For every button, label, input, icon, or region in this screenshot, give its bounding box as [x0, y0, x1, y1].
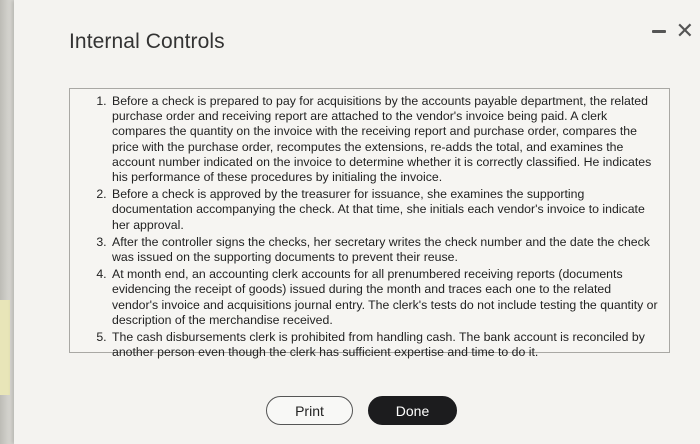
controls-content-box: [69, 88, 670, 360]
window-controls: [652, 20, 694, 42]
control-item-3: 3. After the controller signs the checks, her secretary writes the check number and the date the check was issued on the supporting documents to prevent their reuse.: [110, 235, 659, 265]
done-button[interactable]: Done: [368, 396, 457, 425]
internal-controls-dialog: [14, 0, 700, 444]
control-item-5: 5. The cash disbursements clerk is prohibited from handling cash. The bank account is reconciled by another person even though the clerk has sufficient expertise and time to do it.: [110, 330, 659, 360]
dialog-title: Internal Controls: [69, 30, 225, 53]
close-icon[interactable]: ✕: [675, 18, 694, 43]
control-item-1: 1. Before a check is prepared to pay for acquisitions by the accounts payable department, the related purchase order and receiving report are attached to the vendor's invoice being paid. A clerk compares the quantity on the invoice with the receiving report and purchase order, compares the price with the purchase order, recomputes the extensions, re-adds the total, and examines the account number indicated on the invoice to determine whether it is correctly classified. He indicates his performance of these procedures by initialing the invoice.: [110, 94, 659, 185]
controls-list: [70, 89, 669, 360]
print-button[interactable]: Print: [266, 396, 353, 425]
minimize-icon[interactable]: [652, 30, 666, 33]
side-tab: [0, 300, 10, 395]
control-item-2: 2. Before a check is approved by the treasurer for issuance, she examines the supporting documentation accompanying the check. At that time, she initials each vendor's invoice to indicate her approval.: [110, 187, 659, 233]
control-item-4: 4. At month end, an accounting clerk accounts for all prenumbered receiving reports (documents evidencing the receipt of goods) issued during the month and traces each one to the related vendor's invoice and acquisitions journal entry. The clerk's tests do not include testing the quantity or description of the merchandise received.: [110, 267, 659, 328]
